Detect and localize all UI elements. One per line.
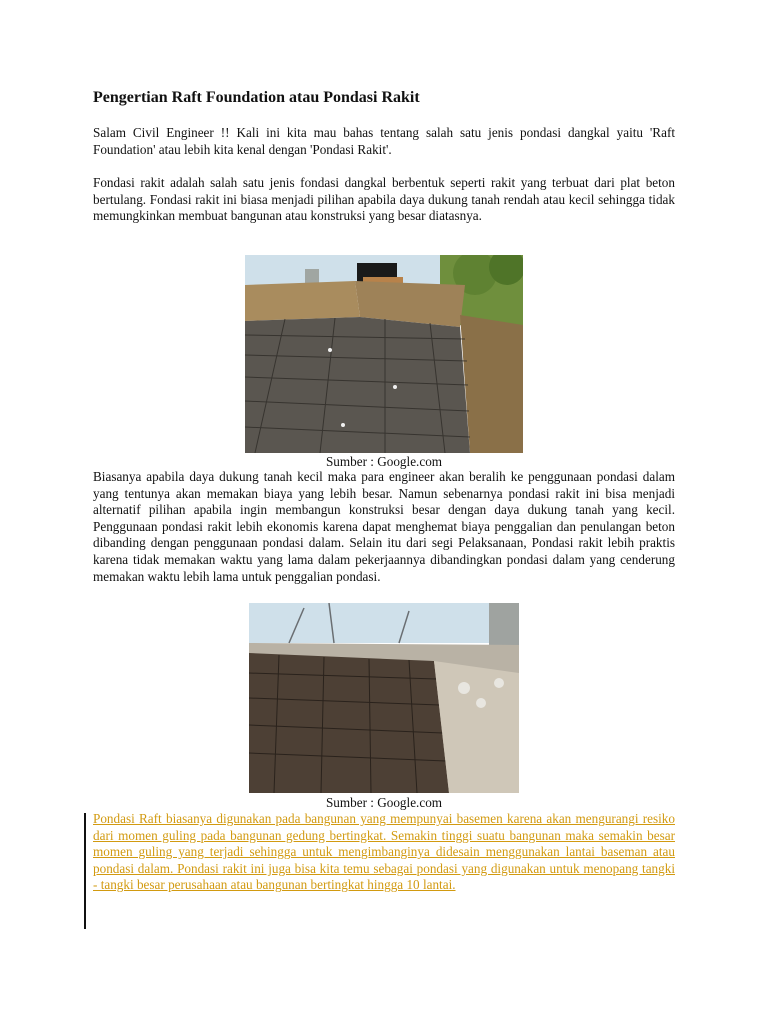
raft-foundation-photo-2 [249,603,519,793]
tracked-change-bar [84,813,86,929]
document-title: Pengertian Raft Foundation atau Pondasi Rakit [93,89,420,106]
photo-1-caption: Sumber : Google.com [325,454,443,469]
usage-paragraph: Pondasi Raft biasanya digunakan pada bangunan yang mempunyai basemen karena akan mengurangi resiko dari momen guling pada bangunan gedung bertingkat. Semakin tinggi suatu bangunan maka semakin besar momen guling yang terjadi sehingga untuk mengimbanginya didesain menggunakan lantai baseman atau pondasi dalam. Pondasi rakit ini juga bisa kita temu sebagai pondasi yang digunakan untuk menopang tangki - tangki besar perusahaan atau bangunan bertingkat hingga 10 lantai. [93,811,675,893]
photo-2-caption: Sumber : Google.com [325,795,443,810]
definition-paragraph: Fondasi rakit adalah salah satu jenis fondasi dangkal berbentuk seperti rakit yang terbuat dari plat beton bertulang. Fondasi rakit ini biasa menjadi pilihan apabila daya dukung tanah rendah atau kecil sehingga tidak memungkinkan membuat bangunan atau konstruksi yang besar diatasnya. [93,175,675,224]
comparison-paragraph: Biasanya apabila daya dukung tanah kecil maka para engineer akan beralih ke penggunaan pondasi dalam yang tentunya akan memakan biaya yang lebih besar. Namun sebenarnya pondasi rakit ini bisa menjadi alternatif pilihan apabila ingin membangun konstruksi besar dengan daya dukung tanah yang kecil. Penggunaan pondasi rakit lebih ekonomis karena dapat menghemat biaya penggalian dan penulangan beton dibanding dengan penggunaan pondasi dalam. Selain itu dari segi Pelaksanaan, Pondasi rakit lebih praktis karena tidak memakan waktu yang lama dalam pekerjaannya dibandingkan pondasi dalam yang cenderung memakan waktu lebih lama untuk penggalian pondasi. [93,469,675,584]
intro-paragraph: Salam Civil Engineer !! Kali ini kita mau bahas tentang salah satu jenis pondasi dangkal yaitu 'Raft Foundation' atau lebih kita kenal dengan 'Pondasi Rakit'. [93,125,675,157]
raft-foundation-photo-1 [245,255,523,453]
